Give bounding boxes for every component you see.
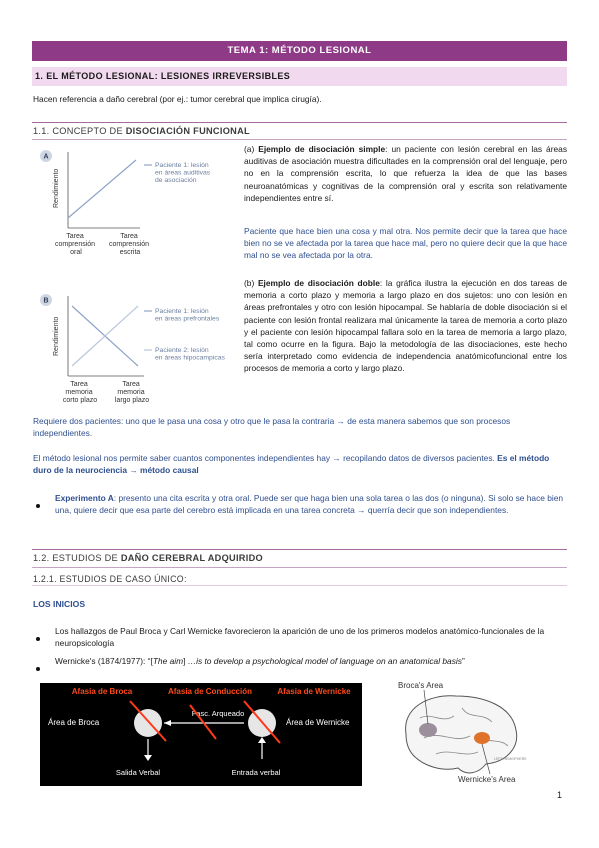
wernicke-area-region	[474, 732, 490, 744]
simple-dissociation-note: Paciente que hace bien una cosa y mal otra. Nos permite decir que la tarea que hace bien no se ve afectada por la tarea que hace mal, pero no quiere decir que la que hace mal no se vea afectada por la otra.	[244, 226, 567, 261]
x-tick-line: memoria	[65, 389, 93, 396]
two-patients-note: Requiere dos pacientes: uno que le pasa una cosa y otro que le pasa la contraria → de esta manera sabemos que son procesos independientes.	[33, 416, 511, 439]
divider	[32, 122, 567, 123]
salida-verbal-label: Salida Verbal	[115, 768, 161, 777]
x-tick-line: oral	[70, 249, 82, 256]
paragraph-text: : un paciente con lesión cerebral en las áreas auditivas de asociación muestra dificultades en la comprensión oral del lenguaje, pero no en la comprensión escrita, lo que refuerza la idea de que las bases neuroanatómicas y cognitivas de la comprensión oral y escrita son relativamente independientes entre sí.	[244, 144, 568, 203]
x-tick-line: corto plazo	[62, 397, 98, 404]
divider	[32, 567, 567, 568]
legend-line: en áreas prefrontales	[155, 315, 220, 323]
diagram-background	[40, 683, 362, 786]
figure-letter: B	[43, 297, 49, 305]
quote-text: Wernicke's (1874/1977): “[	[55, 656, 153, 666]
legend-line: Paciente 1: lesión	[155, 162, 209, 169]
paragraph-text: : la gráfica ilustra la ejecución en dos tareas de memoria a corto plazo y memoria a largo plazo en dos sujetos: uno con lesión en áreas prefrontales y otro con lesión hipocampal. Se hablaría de doble disociación si el paciente con lesión frontal realizara mal únicamente la tarea de memoria a corto plazo y el paciente con lesión hipocampal fallara solo en la tarea de memoria a largo plazo, tal como ocurre en la figura. Bajo la metodología de las disociaciones, este hecho sería interpretado como evidencia de independencia anatómicofuncional entre los procesos de memoria a corto y largo plazo.	[244, 278, 567, 374]
page-number: 1	[557, 790, 563, 800]
aphasia-diagram	[40, 683, 362, 786]
bullet-marker	[36, 630, 54, 648]
area-wernicke-label: Área de Wernicke	[286, 718, 350, 727]
wernicke-area-label: Wernicke's Area	[458, 775, 516, 784]
quote-text: ]	[183, 656, 188, 666]
area-broca-label: Área de Broca	[48, 718, 100, 727]
label-bold: Ejemplo de disociación simple	[258, 144, 386, 154]
subsection-bold: DISOCIACIÓN FUNCIONAL	[125, 126, 250, 136]
legend-line: en áreas hipocampicas	[155, 354, 225, 362]
afasia-conduccion-label: Afasia de Conducción	[167, 687, 253, 696]
series-line-patient1	[68, 160, 136, 218]
x-tick-line: largo plazo	[114, 397, 150, 404]
broca-area-label: Broca's Area	[398, 681, 444, 690]
subsection-heading-1-2	[33, 553, 263, 563]
double-dissociation-text	[244, 277, 567, 375]
afasia-broca-label: Afasia de Broca	[71, 687, 133, 696]
bullet-text: : presento una cita escrita y otra oral. Puede ser que haga bien una sola tarea o las dos (o ninguna). Si solo se hace bien una, quiere decir que esa parte del cerebro está implicada en una tarea concreta → querría decir que son independientes.	[55, 493, 564, 516]
x-tick-label	[115, 381, 149, 404]
page-title: TEMA 1: MÉTODO LESIONAL	[32, 41, 567, 61]
x-tick-line: comprensión	[54, 241, 96, 248]
subsection-prefix: 1.2. ESTUDIOS DE	[33, 553, 121, 563]
x-tick-line: comprensión	[108, 241, 150, 248]
y-axis-label: Rendimiento	[53, 316, 60, 356]
section-heading: 1. EL MÉTODO LESIONAL: LESIONES IRREVERSIBLES	[32, 67, 567, 86]
entrada-verbal-label: Entrada verbal	[231, 768, 281, 777]
legend-entry	[155, 347, 225, 362]
divider	[32, 549, 567, 550]
legend-line: de asociación	[155, 177, 197, 184]
quote-italic: …is to develop a psychological model of language on an anatomical basis	[187, 656, 462, 666]
figure-letter: A	[43, 153, 49, 161]
brain-illustration	[384, 678, 534, 788]
bullet-bold: Experimento A	[55, 493, 114, 503]
intro-text: Hacen referencia a daño cerebral (por ej.: tumor cerebral que implica cirugía).	[33, 94, 322, 104]
divider	[32, 585, 567, 586]
x-tick-line: Tarea	[66, 233, 84, 240]
paragraph-text: El método lesional nos permite saber cuantos componentes independientes hay → recopilando datos de diversos pacientes.	[33, 453, 498, 463]
legend-line: en áreas auditivas	[155, 169, 211, 177]
x-tick-line: memoria	[117, 389, 145, 396]
label: (a)	[244, 144, 259, 154]
figure-b	[32, 290, 237, 408]
x-tick-label	[55, 233, 97, 256]
broca-wernicke-bullet: Los hallazgos de Paul Broca y Carl Wernicke favorecieron la aparición de uno de los primeros modelos anatómico-funcionales de la neuropsicología	[55, 626, 545, 649]
subsection-bold: DAÑO CEREBRAL ADQUIRIDO	[120, 553, 263, 563]
legend-entry	[155, 162, 212, 184]
bullet-marker	[36, 497, 54, 515]
afasia-wernicke-label: Afasia de Wernicke	[277, 687, 351, 696]
subsection-prefix: 1.1. CONCEPTO DE	[33, 126, 126, 136]
subsection-heading-1-2-1: 1.2.1. ESTUDIOS DE CASO ÚNICO:	[33, 574, 187, 584]
fasciculo-arqueado-label: Fasc. Arqueado	[191, 709, 245, 718]
los-inicios-heading: LOS INICIOS	[33, 599, 86, 609]
subsection-heading-1-1	[33, 126, 250, 136]
quote-text: ”	[461, 656, 465, 666]
x-tick-label	[109, 233, 151, 256]
quote-italic: The aim	[152, 656, 184, 666]
x-tick-line: Tarea	[70, 381, 88, 388]
legend-entry	[155, 308, 220, 323]
wernicke-quote-bullet	[55, 655, 567, 667]
experiment-a-bullet	[55, 492, 567, 516]
figure-a	[32, 146, 237, 264]
x-tick-line: Tarea	[120, 233, 138, 240]
label: (b)	[244, 278, 258, 288]
legend-line: Paciente 1: lesión	[155, 308, 209, 315]
paragraph-bold: Es el método duro de la neurociencia → método causal	[33, 453, 550, 476]
x-tick-line: escrita	[119, 249, 141, 256]
legend-line: Paciente 2: lesión	[155, 347, 209, 354]
bullet-marker	[36, 660, 54, 678]
label-bold: Ejemplo de disociación doble	[257, 278, 380, 288]
y-axis-label: Rendimiento	[53, 168, 60, 208]
simple-dissociation-text	[244, 143, 567, 204]
divider	[32, 139, 567, 140]
hemisphere-tag: LEFT HEMISPHERE	[494, 757, 527, 761]
method-note	[33, 452, 567, 476]
x-tick-line: Tarea	[122, 381, 140, 388]
broca-area-region	[419, 723, 437, 737]
x-tick-label	[63, 381, 97, 404]
